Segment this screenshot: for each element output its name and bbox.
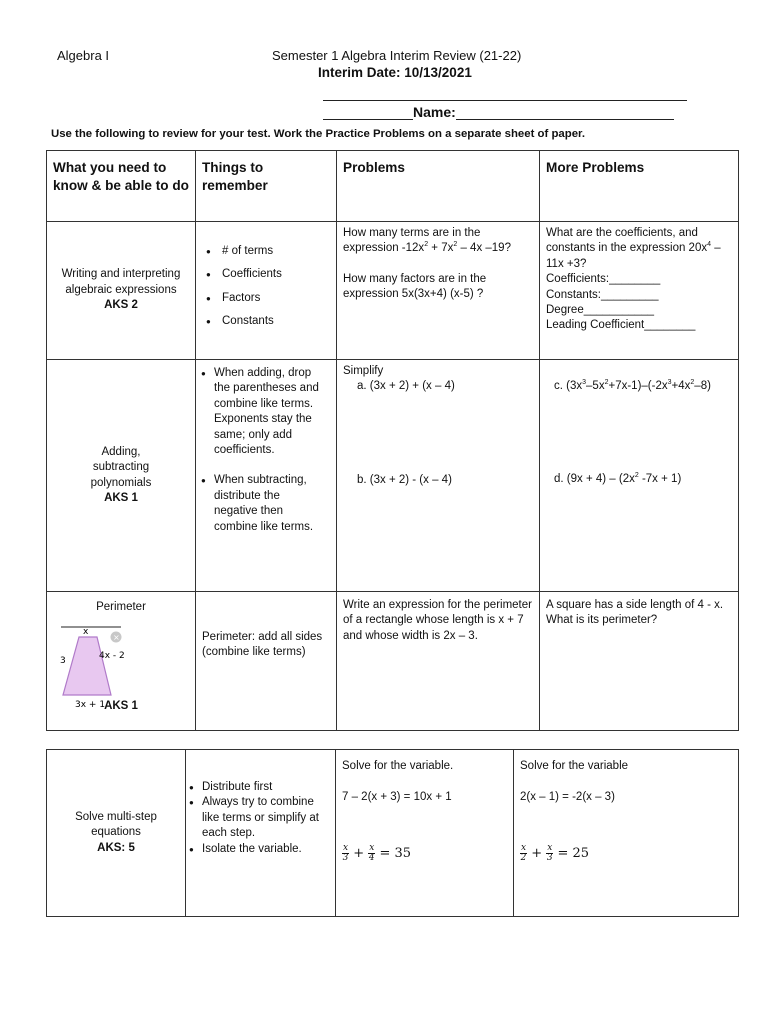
list-item: ● # of terms bbox=[222, 244, 336, 259]
aks-label: AKS: 5 bbox=[97, 841, 135, 854]
blank-constants: Constants:_________ bbox=[546, 288, 659, 301]
list-item: ● Constants bbox=[222, 314, 336, 329]
list-item: ● Always try to combine like terms or simplify at each step. bbox=[202, 795, 331, 841]
more-head: Solve for the variable bbox=[520, 760, 629, 772]
fig-label-left: 3 bbox=[60, 656, 66, 667]
header-know: What you need to know & be able to do bbox=[47, 151, 196, 222]
header-problems: Problems bbox=[337, 151, 540, 222]
list-item: ● Factors bbox=[222, 291, 336, 306]
problems-equations bbox=[336, 750, 514, 917]
remember-expressions bbox=[196, 222, 337, 360]
blank-coefficients: Coefficients:________ bbox=[546, 273, 661, 286]
problems-expressions bbox=[337, 222, 540, 360]
simplify-label: Simplify bbox=[343, 365, 384, 377]
more-polynomials bbox=[540, 360, 739, 592]
topic-polynomials bbox=[47, 360, 196, 592]
fig-label-right: 4x - 2 bbox=[99, 651, 125, 662]
row-polynomials bbox=[47, 360, 739, 592]
row-perimeter bbox=[47, 592, 739, 731]
remember-list bbox=[196, 244, 336, 330]
review-table bbox=[46, 150, 739, 731]
topic-expressions bbox=[47, 222, 196, 360]
name-line bbox=[323, 100, 687, 101]
problem-equation: 7 – 2(x + 3) = 10x + 1 bbox=[342, 791, 452, 804]
topic-text: Perimeter bbox=[96, 601, 146, 613]
document-title: Semester 1 Algebra Interim Review (21-22) bbox=[272, 48, 522, 63]
problem-head: Solve for the variable. bbox=[342, 760, 454, 772]
topic-perimeter bbox=[47, 592, 196, 731]
more-equation: 2(x – 1) = -2(x – 3) bbox=[520, 791, 615, 804]
instructions: Use the following to review for your test. Work the Practice Problems on a separate sheet of paper. bbox=[51, 128, 586, 140]
name-row bbox=[323, 104, 674, 120]
topic-equations bbox=[47, 750, 186, 917]
problem-b: b. (3x + 2) - (x – 4) bbox=[357, 473, 452, 486]
topic-text: Adding, subtracting polynomials bbox=[90, 445, 152, 489]
fig-label-top: x bbox=[83, 627, 89, 638]
problem-d: d. $(9x + 4) - (2x^2$ -7x + 1) bbox=[554, 472, 682, 486]
problem-a: a. (3x + 2) + (x – 4) bbox=[357, 380, 455, 393]
fig-label-bottom: 3x + 1 bbox=[75, 700, 106, 711]
remember-polynomials bbox=[196, 360, 337, 592]
more-equations bbox=[514, 750, 739, 917]
problems-perimeter: Write an expression for the perimeter of a rectangle whose length is x + 7 and whose width is 2x – 3. bbox=[337, 592, 540, 731]
problem-terms: How many terms are in the expression $-12x^2 + 7x^2 - 4x$ –19? bbox=[343, 227, 511, 255]
more-expressions bbox=[540, 222, 739, 360]
list-item: ● Distribute first bbox=[202, 780, 331, 795]
list-item: ● When subtracting, distribute the negative then combine like terms. bbox=[214, 473, 324, 535]
problem-c: c. $(3x^3-5x^2+7x-1)-(-2x^3+4x^2-8)$ bbox=[554, 379, 711, 392]
remember-equations bbox=[186, 750, 336, 917]
row-equations bbox=[47, 750, 739, 917]
more-fraction-equation: $\frac{x}{2}$ + $\frac{x}{3}$ = 25 bbox=[520, 842, 590, 863]
topic-text: Solve multi-step equations bbox=[75, 810, 157, 839]
aks-label: AKS 2 bbox=[104, 299, 138, 312]
aks-label: AKS 1 bbox=[104, 700, 138, 713]
row-expressions bbox=[47, 222, 739, 360]
remember-perimeter: Perimeter: add all sides (combine like terms) bbox=[196, 592, 337, 731]
list-item: ● When adding, drop the parentheses and combine like terms. Exponents stay the same; only add coefficients. bbox=[214, 366, 324, 458]
topic-text: Writing and interpreting algebraic expressions bbox=[61, 268, 181, 296]
name-blank-prefix bbox=[323, 105, 413, 120]
blank-degree: Degree___________ bbox=[546, 304, 655, 317]
svg-text:×: × bbox=[113, 633, 120, 643]
list-item: ● Coefficients bbox=[222, 267, 336, 282]
header-more-problems: More Problems bbox=[540, 151, 739, 222]
interim-date: Interim Date: 10/13/2021 bbox=[318, 65, 472, 80]
course-label: Algebra I bbox=[57, 48, 110, 63]
problem-factors: How many factors are in the expression 5x(3x+4) (x-5) ? bbox=[343, 272, 487, 301]
remember-list bbox=[186, 780, 335, 857]
equations-table bbox=[46, 749, 739, 917]
list-item: ● Isolate the variable. bbox=[202, 842, 331, 857]
header-remember: Things to remember bbox=[196, 151, 337, 222]
more-perimeter: A square has a side length of 4 - x. What is its perimeter? bbox=[540, 592, 739, 731]
name-label: Name: bbox=[413, 104, 456, 120]
blank-leading-coefficient: Leading Coefficient________ bbox=[546, 319, 696, 332]
header-row bbox=[47, 151, 739, 222]
name-field[interactable] bbox=[456, 105, 674, 120]
problems-polynomials bbox=[337, 360, 540, 592]
problem-fraction-equation: $\frac{x}{3}$ + $\frac{x}{4}$ = 35 bbox=[342, 842, 412, 863]
remember-list bbox=[196, 366, 336, 535]
aks-label: AKS 1 bbox=[104, 491, 138, 504]
problem-coefficients: What are the coefficients, and constants in the expression $20x^4 - 11x +3$? bbox=[546, 227, 721, 270]
